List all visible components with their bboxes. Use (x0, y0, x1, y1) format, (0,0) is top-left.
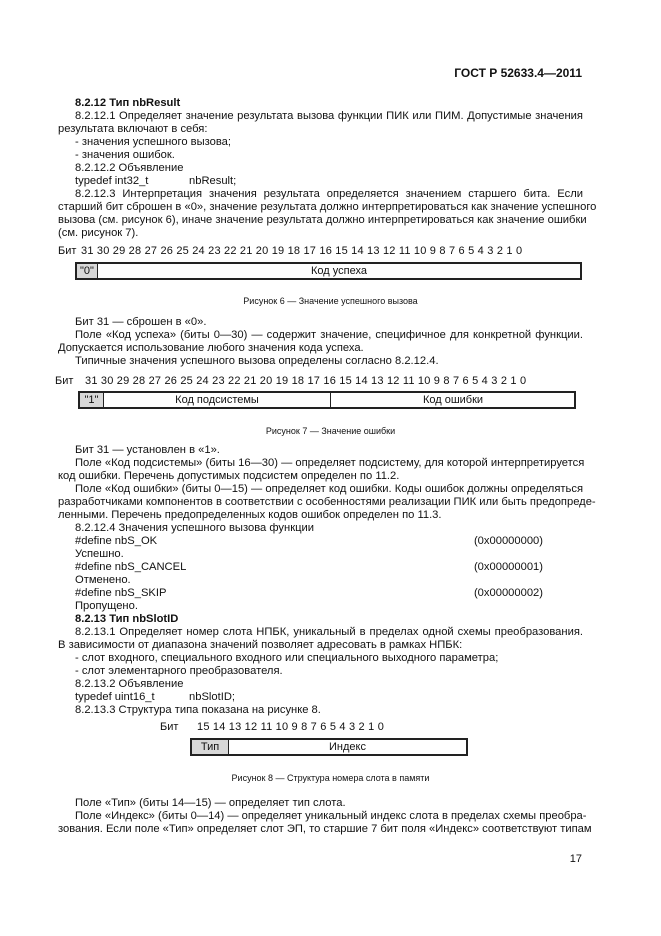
code-line: nbResult; (189, 175, 237, 187)
code-line: #define nbS_CANCEL (75, 561, 187, 573)
code-line: #define nbS_OK (75, 535, 158, 547)
document-header: ГОСТ Р 52633.4—2011 (454, 66, 582, 80)
code-value: (0x00000001) (473, 561, 543, 573)
paragraph-line: разработчиками компонентов в соответствии с особенностями реализации ПИК или быть предопреде- (58, 496, 596, 508)
paragraph-line: Поле «Тип» (биты 14—15) — определяет тип слота. (75, 797, 346, 809)
paragraph-line: Пропущено. (75, 600, 138, 612)
section-heading: 8.2.13 Тип nbSlotID (75, 613, 179, 625)
code-line: typedef int32_t (75, 175, 149, 187)
bit-axis-label: Бит (160, 721, 179, 733)
bit-numbers: 15 14 13 12 11 10 9 8 7 6 5 4 3 2 1 0 (197, 721, 385, 733)
flag-field: "0" (77, 264, 98, 278)
paragraph-line: зования. Если поле «Тип» определяет слот ЭП, то старшие 7 бит поля «Индекс» соответствуют типам (58, 823, 592, 835)
paragraph-line: 8.2.13.3 Структура типа показана на рисунке 8. (75, 704, 321, 716)
bit-numbers: 31 30 29 28 27 26 25 24 23 22 21 20 19 18 17 16 15 14 13 12 11 10 9 8 7 6 5 4 3 2 1 0 (85, 375, 527, 387)
paragraph-line: Поле «Код подсистемы» (биты 16—30) — определяет подсистему, для которой интерпретируется (75, 457, 585, 469)
code-value: (0x00000000) (473, 535, 543, 547)
type-field: Тип (192, 740, 229, 754)
page-number: 17 (569, 853, 582, 865)
figure-7-register (78, 391, 576, 409)
paragraph-line: вызова (см. рисунок 6), иначе значение результата должно интерпретироваться как значение ошибки (58, 214, 587, 226)
paragraph-line: 8.2.12.3 Интерпретация значения результата определяется значением старшего бита. Если (75, 188, 583, 200)
paragraph-line: Поле «Код успеха» (биты 0—30) — содержит значение, специфичное для конкретной функции. (75, 329, 583, 341)
list-item: - значения успешного вызова; (75, 136, 232, 148)
figure-caption: Рисунок 8 — Структура номера слота в памяти (231, 773, 430, 783)
paragraph-line: Бит 31 — установлен в «1». (75, 444, 220, 456)
code-line: typedef uint16_t (75, 691, 155, 703)
bit-axis-label: Бит (58, 245, 77, 257)
code-line: nbSlotID; (189, 691, 236, 703)
paragraph-line: (см. рисунок 7). (58, 227, 139, 239)
paragraph-line: 8.2.12.4 Значения успешного вызова функции (75, 522, 314, 534)
paragraph-line: Бит 31 — сброшен в «0». (75, 316, 207, 328)
paragraph-line: Поле «Индекс» (биты 0—14) — определяет уникальный индекс слота в пределах схемы преобра- (75, 810, 587, 822)
code-line: #define nbS_SKIP (75, 587, 167, 599)
paragraph-line: 8.2.12.1 Определяет значение результата вызова функции ПИК или ПИМ. Допустимые значения (75, 110, 583, 122)
paragraph-line: Поле «Код ошибки» (биты 0—15) — определяет код ошибки. Коды ошибок должны определяться (75, 483, 583, 495)
paragraph-line: 8.2.13.2 Объявление (75, 678, 184, 690)
paragraph-line: результата включают в себя: (58, 123, 208, 135)
paragraph-line: 8.2.13.1 Определяет номер слота НПБК, уникальный в пределах одной схемы преобразования. (75, 626, 583, 638)
paragraph-line: 8.2.12.2 Объявление (75, 162, 184, 174)
list-item: - значения ошибок. (75, 149, 175, 161)
figure-caption: Рисунок 6 — Значение успешного вызова (243, 296, 418, 306)
section-heading: 8.2.12 Тип nbResult (75, 97, 181, 109)
paragraph-line: старший бит сброшен в «0», значение результата должно интерпретироваться как значение успешного (58, 201, 597, 213)
paragraph-line: В зависимости от диапазона значений позволяет адресовать в рамках НПБК: (58, 639, 463, 651)
index-field: Индекс (329, 741, 366, 753)
figure-8-register (190, 738, 468, 756)
bit-numbers: 31 30 29 28 27 26 25 24 23 22 21 20 19 18 17 16 15 14 13 12 11 10 9 8 7 6 5 4 3 2 1 0 (81, 245, 523, 257)
success-code-field: Код успеха (311, 265, 367, 277)
flag-field: "1" (80, 393, 104, 407)
figure-caption: Рисунок 7 — Значение ошибки (265, 426, 396, 436)
bit-axis-label: Бит (55, 375, 74, 387)
error-code-field: Код ошибки (422, 394, 484, 406)
paragraph-line: Типичные значения успешного вызова определены согласно 8.2.12.4. (75, 355, 439, 367)
list-item: - слот входного, специального входного или специального выходного параметра; (75, 652, 499, 664)
paragraph-line: Отменено. (75, 574, 131, 586)
list-item: - слот элементарного преобразователя. (75, 665, 283, 677)
code-value: (0x00000002) (473, 587, 543, 599)
paragraph-line: Допускается использование любого значения кода успеха. (58, 342, 364, 354)
paragraph-line: ленными. Перечень предопределенных кодов ошибок определен по 11.3. (58, 509, 442, 521)
paragraph-line: Успешно. (75, 548, 124, 560)
subsystem-code-field: Код подсистемы (104, 393, 331, 407)
paragraph-line: код ошибки. Перечень допустимых подсистем определен по 11.2. (58, 470, 400, 482)
figure-6-register (75, 262, 582, 280)
